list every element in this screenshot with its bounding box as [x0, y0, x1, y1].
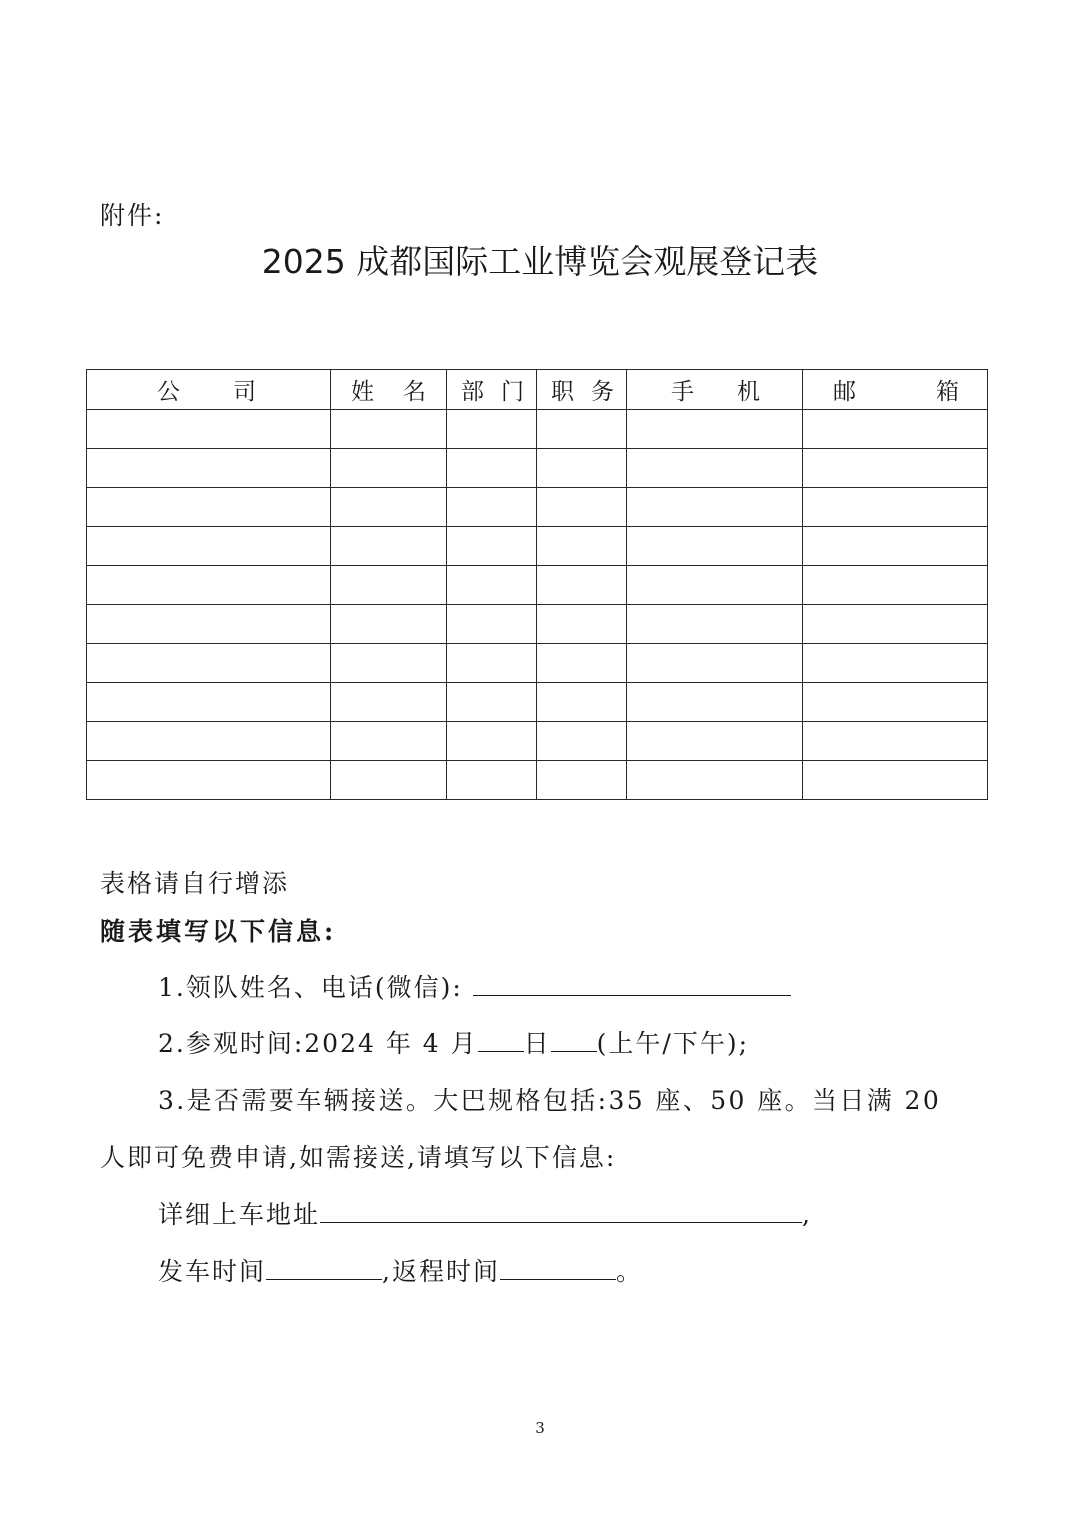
cell-company[interactable] [87, 761, 331, 800]
cell-email[interactable] [803, 488, 988, 527]
cell-mobile[interactable] [627, 566, 803, 605]
table-row [87, 644, 988, 683]
cell-department[interactable] [447, 449, 537, 488]
header-mobile-char2: 机 [737, 379, 760, 405]
cell-mobile[interactable] [627, 410, 803, 449]
cell-mobile[interactable] [627, 722, 803, 761]
table-note: 表格请自行增添 [100, 869, 290, 898]
header-mobile [627, 370, 803, 410]
address-line [158, 1195, 812, 1231]
cell-name[interactable] [331, 722, 447, 761]
cell-mobile[interactable] [627, 488, 803, 527]
cell-mobile[interactable] [627, 761, 803, 800]
cell-department[interactable] [447, 605, 537, 644]
visit-day-blank[interactable] [478, 1029, 524, 1052]
return-time-label: ,返程时间 [382, 1257, 500, 1286]
cell-name[interactable] [331, 683, 447, 722]
cell-name[interactable] [331, 605, 447, 644]
cell-department[interactable] [447, 566, 537, 605]
header-department-char2: 门 [501, 379, 524, 405]
cell-company[interactable] [87, 488, 331, 527]
visit-time-date: 2.参观时间:2024 年 4 月 [158, 1029, 478, 1058]
header-email [803, 370, 988, 410]
cell-mobile[interactable] [627, 683, 803, 722]
return-time-blank[interactable] [500, 1257, 616, 1280]
visit-period-blank[interactable] [551, 1029, 597, 1052]
cell-position[interactable] [537, 722, 627, 761]
cell-company[interactable] [87, 410, 331, 449]
header-position-char2: 务 [591, 379, 614, 405]
cell-name[interactable] [331, 488, 447, 527]
cell-email[interactable] [803, 410, 988, 449]
times-end-punct: 。 [615, 1257, 643, 1286]
cell-name[interactable] [331, 566, 447, 605]
depart-time-label: 发车时间 [158, 1257, 267, 1286]
cell-company[interactable] [87, 605, 331, 644]
cell-position[interactable] [537, 605, 627, 644]
address-end-punct: , [802, 1200, 812, 1229]
cell-department[interactable] [447, 722, 537, 761]
cell-mobile[interactable] [627, 527, 803, 566]
header-department-char1: 部 [461, 379, 484, 405]
cell-company[interactable] [87, 527, 331, 566]
cell-email[interactable] [803, 722, 988, 761]
cell-department[interactable] [447, 683, 537, 722]
table-row [87, 605, 988, 644]
cell-position[interactable] [537, 449, 627, 488]
table-body [87, 410, 988, 800]
info-subheading: 随表填写以下信息: [100, 917, 337, 946]
cell-name[interactable] [331, 449, 447, 488]
cell-email[interactable] [803, 605, 988, 644]
cell-name[interactable] [331, 761, 447, 800]
header-name-char2: 名 [403, 379, 426, 405]
cell-mobile[interactable] [627, 449, 803, 488]
cell-position[interactable] [537, 410, 627, 449]
cell-position[interactable] [537, 683, 627, 722]
cell-company[interactable] [87, 449, 331, 488]
header-name-char1: 姓 [351, 379, 374, 405]
table-row [87, 761, 988, 800]
cell-email[interactable] [803, 683, 988, 722]
header-email-char1: 邮 [833, 379, 856, 405]
header-mobile-char1: 手 [671, 379, 694, 405]
table-row [87, 527, 988, 566]
header-company [87, 370, 331, 410]
cell-position[interactable] [537, 644, 627, 683]
page-title: 2025 成都国际工业博览会观展登记表 [261, 242, 819, 281]
cell-company[interactable] [87, 683, 331, 722]
leader-label: 1.领队姓名、电话(微信): [158, 973, 463, 1002]
header-position-char1: 职 [551, 379, 574, 405]
shuttle-question-line2: 人即可免费申请,如需接送,请填写以下信息: [100, 1143, 617, 1172]
attachment-label: 附件: [100, 201, 165, 230]
table-row [87, 449, 988, 488]
cell-position[interactable] [537, 566, 627, 605]
cell-department[interactable] [447, 527, 537, 566]
cell-company[interactable] [87, 644, 331, 683]
table-header-row [87, 370, 988, 410]
leader-line [158, 968, 791, 1004]
address-label: 详细上车地址 [158, 1200, 321, 1229]
leader-contact-blank[interactable] [473, 973, 791, 996]
shuttle-question-line1: 3.是否需要车辆接送。大巴规格包括:35 座、50 座。当日满 20 [158, 1086, 942, 1115]
cell-email[interactable] [803, 566, 988, 605]
cell-position[interactable] [537, 527, 627, 566]
cell-mobile[interactable] [627, 644, 803, 683]
page-number: 3 [535, 1419, 545, 1437]
visit-day-label: 日 [523, 1029, 551, 1058]
table-row [87, 722, 988, 761]
header-email-char2: 箱 [936, 379, 959, 405]
cell-position[interactable] [537, 761, 627, 800]
header-name [331, 370, 447, 410]
table-row [87, 566, 988, 605]
visit-period-options: (上午/下午); [596, 1029, 750, 1058]
cell-department[interactable] [447, 761, 537, 800]
cell-department[interactable] [447, 644, 537, 683]
cell-department[interactable] [447, 410, 537, 449]
header-position [537, 370, 627, 410]
header-department [447, 370, 537, 410]
cell-email[interactable] [803, 527, 988, 566]
times-line [158, 1252, 643, 1288]
cell-email[interactable] [803, 644, 988, 683]
table-row [87, 683, 988, 722]
cell-email[interactable] [803, 449, 988, 488]
header-company-char1: 公 [157, 379, 180, 405]
table-row [87, 488, 988, 527]
registration-table [86, 369, 988, 800]
header-company-char2: 司 [233, 379, 256, 405]
cell-position[interactable] [537, 488, 627, 527]
pickup-address-blank[interactable] [320, 1200, 802, 1223]
table-row [87, 410, 988, 449]
cell-department[interactable] [447, 488, 537, 527]
cell-email[interactable] [803, 761, 988, 800]
cell-name[interactable] [331, 527, 447, 566]
cell-name[interactable] [331, 644, 447, 683]
cell-mobile[interactable] [627, 605, 803, 644]
cell-company[interactable] [87, 566, 331, 605]
depart-time-blank[interactable] [266, 1257, 382, 1280]
cell-company[interactable] [87, 722, 331, 761]
cell-name[interactable] [331, 410, 447, 449]
visit-time-line [158, 1024, 749, 1060]
